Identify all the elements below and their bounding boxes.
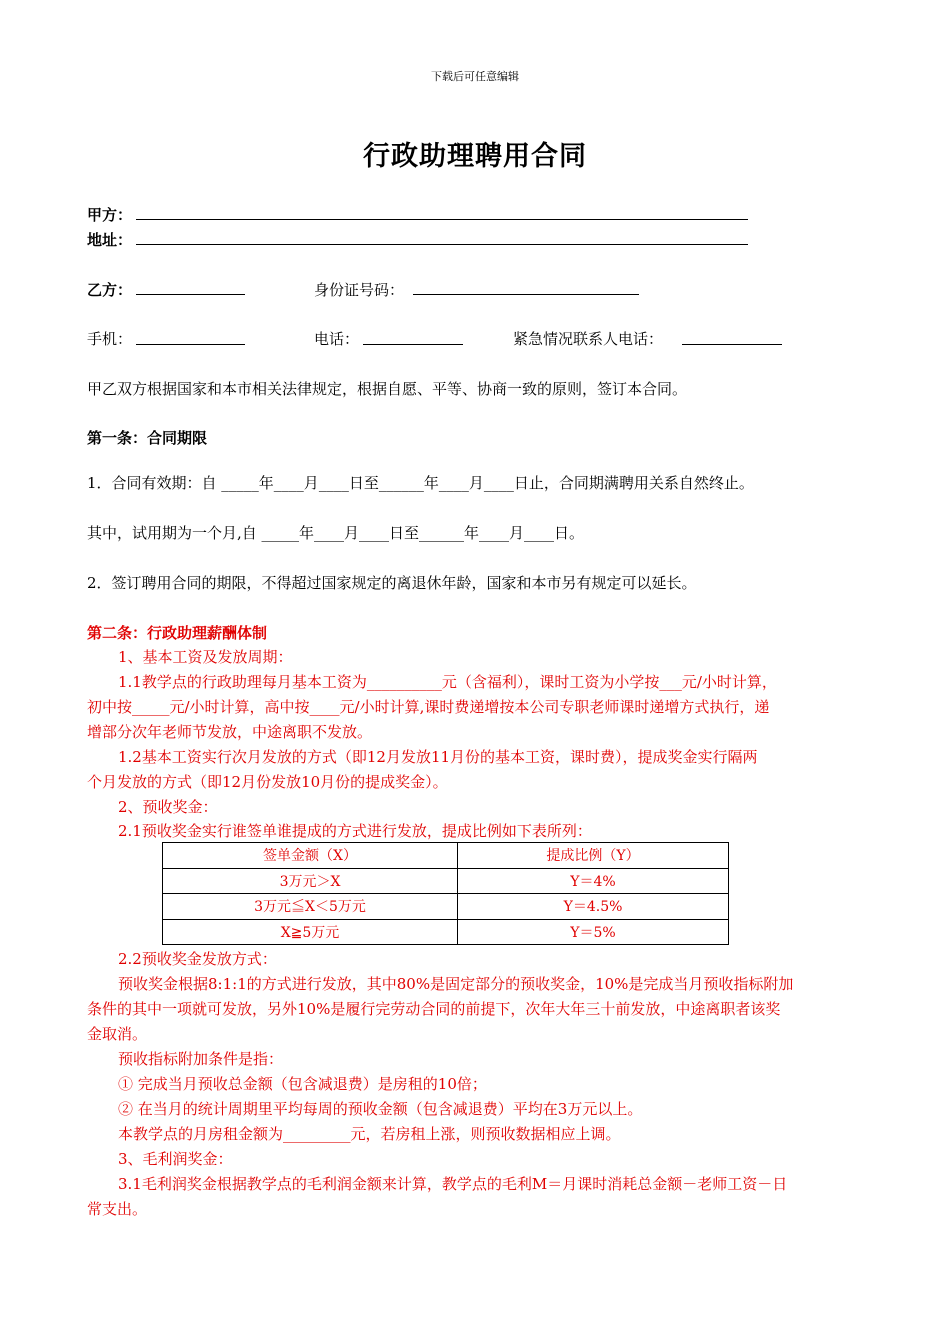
- s1-2-line1: 1.2基本工资实行次月发放的方式（即12月发放11月份的基本工资，课时费），提成奖金实行隔两: [118, 748, 758, 766]
- article1-heading: 第一条：合同期限: [87, 429, 208, 447]
- table-header-row: [163, 843, 729, 869]
- table-cell: Y＝4%: [458, 868, 729, 894]
- article1-p3: 2．签订聘用合同的期限，不得超过国家规定的离退休年龄，国家和本市另有规定可以延长。: [87, 574, 697, 592]
- address-field[interactable]: [136, 244, 748, 245]
- address-label: 地址：: [87, 231, 133, 249]
- emergency-field[interactable]: [682, 344, 782, 345]
- s1-1-line1: 1.1教学点的行政助理每月基本工资为__________元（含福利），课时工资为小学按___元/小时计算，: [118, 673, 777, 691]
- s2-1-text: 2.1预收奖金实行谁签单谁提成的方式进行发放，提成比例如下表所列：: [118, 822, 592, 840]
- table-cell: Y＝4.5%: [458, 894, 729, 920]
- rent-text: 本教学点的月房租金额为_________元，若房租上涨，则预收数据相应上调。: [118, 1125, 621, 1143]
- s3-1-line2: 常支出。: [87, 1200, 148, 1218]
- table-row: [163, 919, 729, 945]
- table-header-cell: 签单金额（X）: [163, 843, 458, 869]
- id-label: 身份证号码：: [314, 281, 405, 299]
- mobile-field[interactable]: [136, 344, 245, 345]
- intro-text: 甲乙双方根据国家和本市相关法律规定，根据自愿、平等、协商一致的原则，签订本合同。: [87, 380, 688, 398]
- article1-p1: 1．合同有效期：自 _____年____月____日至______年____月____日止，合同期满聘用关系自然终止。: [87, 474, 754, 492]
- article2-heading: 第二条：行政助理薪酬体制: [87, 624, 268, 642]
- table-cell: X≧5万元: [163, 919, 458, 945]
- page-title: 行政助理聘用合同: [363, 141, 587, 172]
- mobile-label: 手机：: [87, 330, 133, 348]
- s2-heading: 2、预收奖金：: [118, 798, 218, 816]
- s2-2-line3: 金取消。: [87, 1025, 148, 1043]
- table-row: [163, 894, 729, 920]
- table-row: [163, 868, 729, 894]
- phone-field[interactable]: [363, 344, 463, 345]
- party-b-label: 乙方：: [87, 281, 133, 299]
- table-cell: Y＝5%: [458, 919, 729, 945]
- s2-2-heading: 2.2预收奖金发放方式：: [118, 950, 277, 968]
- cond-intro: 预收指标附加条件是指：: [118, 1050, 284, 1068]
- party-b-field[interactable]: [136, 294, 245, 295]
- commission-table: [162, 842, 729, 945]
- party-a-field[interactable]: [136, 219, 748, 220]
- s3-heading: 3、毛利润奖金：: [118, 1150, 233, 1168]
- id-field[interactable]: [413, 294, 639, 295]
- cond-1: ① 完成当月预收总金额（包含减退费）是房租的10倍；: [118, 1075, 487, 1093]
- s1-heading: 1、基本工资及发放周期：: [118, 648, 293, 666]
- article1-p2: 其中，试用期为一个月,自 _____年____月____日至______年____月____日。: [87, 524, 585, 542]
- header-note: 下载后可任意编辑: [431, 70, 519, 83]
- emergency-label: 紧急情况联系人电话：: [513, 330, 664, 348]
- table-cell: 3万元≦X＜5万元: [163, 894, 458, 920]
- party-a-label: 甲方：: [87, 206, 133, 224]
- s1-2-line2: 个月发放的方式（即12月份发放10月份的提成奖金）。: [87, 773, 448, 791]
- s3-1-line1: 3.1毛利润奖金根据教学点的毛利润金额来计算，教学点的毛利M＝月课时消耗总金额－老师工资－日: [118, 1175, 788, 1193]
- s2-2-line1: 预收奖金根据8:1:1的方式进行发放，其中80%是固定部分的预收奖金，10%是完成当月预收指标附加: [118, 975, 794, 993]
- s2-2-line2: 条件的其中一项就可发放，另外10%是履行完劳动合同的前提下，次年大年三十前发放，中途离职者该奖: [87, 1000, 781, 1018]
- table-header-cell: 提成比例（Y）: [458, 843, 729, 869]
- s1-1-line3: 增部分次年老师节发放，中途离职不发放。: [87, 723, 373, 741]
- s1-1-line2: 初中按_____元/小时计算，高中按____元/小时计算,课时费递增按本公司专职老师课时递增方式执行，递: [87, 698, 770, 716]
- table-cell: 3万元＞X: [163, 868, 458, 894]
- phone-label: 电话：: [314, 330, 360, 348]
- cond-2: ② 在当月的统计周期里平均每周的预收金额（包含减退费）平均在3万元以上。: [118, 1100, 643, 1118]
